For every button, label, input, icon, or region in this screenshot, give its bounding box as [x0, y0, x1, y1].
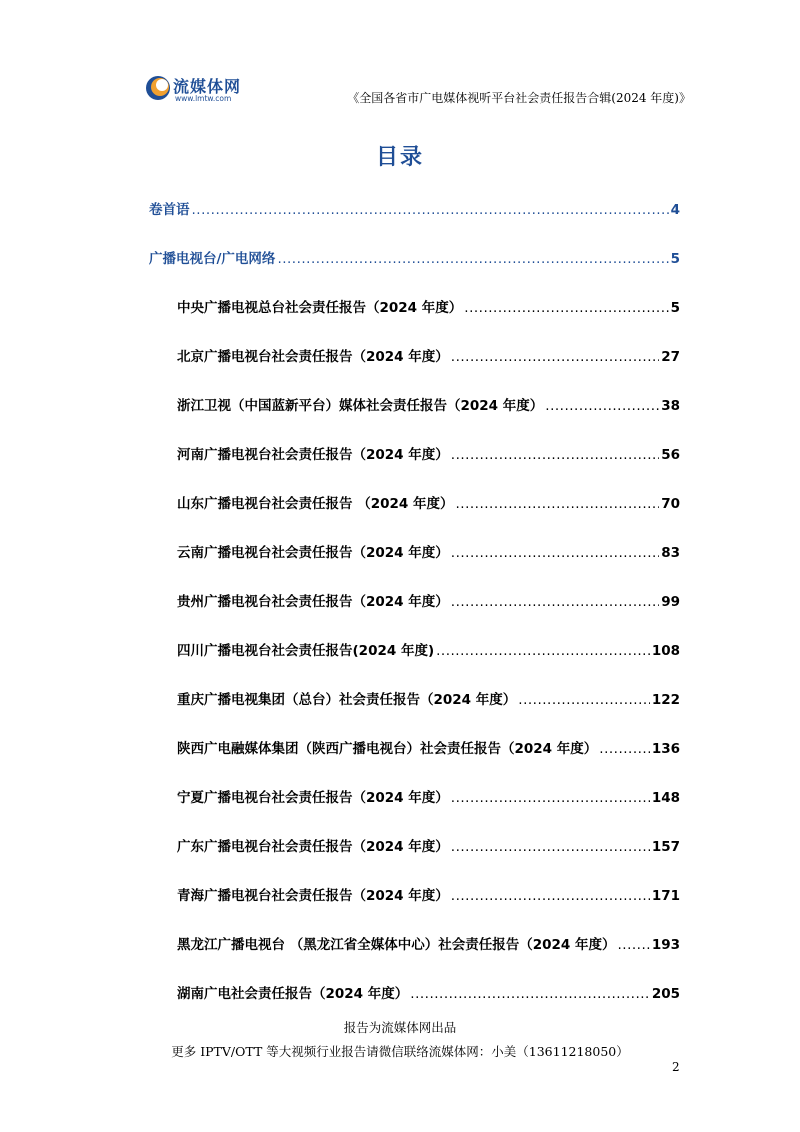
toc-leader-dots	[410, 986, 650, 1002]
toc-entry-title: 重庆广播电视集团（总台）社会责任报告（2024 年度）	[177, 692, 517, 708]
lmtw-logo	[145, 72, 265, 106]
toc-entry-page: 56	[661, 447, 680, 463]
toc-entry[interactable]	[177, 541, 680, 561]
toc-leader-dots	[599, 741, 650, 757]
toc-entry-title: 广东广播电视台社会责任报告（2024 年度）	[177, 839, 449, 855]
toc-leader-dots	[464, 300, 668, 316]
toc-leader-dots	[518, 692, 650, 708]
page-number: 2	[672, 1060, 680, 1074]
toc-leader-dots	[545, 398, 659, 414]
toc-entry-title: 北京广播电视台社会责任报告（2024 年度）	[177, 349, 449, 365]
toc-entry-page: 99	[661, 594, 680, 610]
toc-entry-page: 38	[661, 398, 680, 414]
footer-contact: 更多 IPTV/OTT 等大视频行业报告请微信联络流媒体网：小美（13611218050）	[171, 1044, 629, 1059]
toc-entry-page: 136	[651, 741, 680, 757]
toc-entry-title: 云南广播电视台社会责任报告（2024 年度）	[177, 545, 449, 561]
toc-entry-title: 卷首语	[149, 202, 190, 218]
toc-entry-page: 83	[661, 545, 680, 561]
toc-entry-page: 157	[651, 839, 680, 855]
toc-entry[interactable]	[177, 835, 680, 855]
toc-entry[interactable]	[177, 786, 680, 806]
logo-url: www.lmtw.com	[175, 94, 232, 103]
toc-entry[interactable]	[177, 443, 680, 463]
toc-entry[interactable]	[177, 394, 680, 414]
toc-entry[interactable]	[149, 247, 680, 267]
toc-entry-title: 黑龙江广播电视台 （黑龙江省全媒体中心）社会责任报告（2024 年度）	[177, 937, 616, 953]
toc-title: 目录	[375, 145, 424, 170]
toc-entry[interactable]	[177, 884, 680, 904]
toc-leader-dots	[451, 447, 659, 463]
toc-leader-dots	[451, 888, 650, 904]
toc-leader-dots	[451, 839, 650, 855]
toc-leader-dots	[451, 349, 659, 365]
toc-entry-title: 浙江卫视（中国蓝新平台）媒体社会责任报告（2024 年度）	[177, 398, 544, 414]
toc-entry-title: 青海广播电视台社会责任报告（2024 年度）	[177, 888, 449, 904]
toc-entry-page: 108	[651, 643, 680, 659]
toc-leader-dots	[192, 202, 669, 218]
footer-publisher: 报告为流媒体网出品	[343, 1020, 457, 1035]
toc-entry-title: 河南广播电视台社会责任报告（2024 年度）	[177, 447, 449, 463]
toc-leader-dots	[451, 594, 659, 610]
toc-entry[interactable]	[177, 492, 680, 512]
toc-leader-dots	[436, 643, 650, 659]
toc-leader-dots	[617, 937, 649, 953]
toc-entry-page: 70	[661, 496, 680, 512]
toc-entry[interactable]	[177, 590, 680, 610]
toc-entry[interactable]	[177, 982, 680, 1002]
toc-entry-title: 贵州广播电视台社会责任报告（2024 年度）	[177, 594, 449, 610]
toc-entry-title: 陕西广电融媒体集团（陕西广播电视台）社会责任报告（2024 年度）	[177, 741, 598, 757]
toc-entry-page: 27	[661, 349, 680, 365]
toc-entry-page: 5	[670, 251, 680, 267]
toc-entry-title: 山东广播电视台社会责任报告 （2024 年度）	[177, 496, 454, 512]
toc-leader-dots	[451, 790, 650, 806]
toc-entry[interactable]	[177, 688, 680, 708]
toc-entry[interactable]	[177, 639, 680, 659]
toc-leader-dots	[277, 251, 668, 267]
toc-entry[interactable]	[149, 198, 680, 218]
toc-entry-title: 广播电视台/广电网络	[149, 251, 276, 267]
toc-entry-title: 中央广播电视总台社会责任报告（2024 年度）	[177, 300, 463, 316]
toc-entry-title: 四川广播电视台社会责任报告(2024 年度)	[177, 643, 435, 659]
toc-entry-page: 148	[651, 790, 680, 806]
toc-leader-dots	[455, 496, 659, 512]
toc-entry-page: 5	[670, 300, 680, 316]
toc-entry[interactable]	[177, 345, 680, 365]
toc-leader-dots	[451, 545, 659, 561]
toc-entry-page: 171	[651, 888, 680, 904]
toc-entry-page: 122	[651, 692, 680, 708]
toc-entry-page: 205	[651, 986, 680, 1002]
logo-name: 流媒体网	[173, 77, 242, 96]
toc-entry-title: 宁夏广播电视台社会责任报告（2024 年度）	[177, 790, 449, 806]
toc-entry-page: 193	[651, 937, 680, 953]
toc-entry[interactable]	[177, 296, 680, 316]
toc-entry[interactable]	[177, 737, 680, 757]
toc-entry-page: 4	[670, 202, 680, 218]
toc-entry[interactable]	[177, 933, 680, 953]
header-title: 《全国各省市广电媒体视听平台社会责任报告合辑(2024 年度)》	[347, 91, 691, 105]
logo-mark-icon	[145, 75, 171, 101]
toc-entry-title: 湖南广电社会责任报告（2024 年度）	[177, 986, 409, 1002]
